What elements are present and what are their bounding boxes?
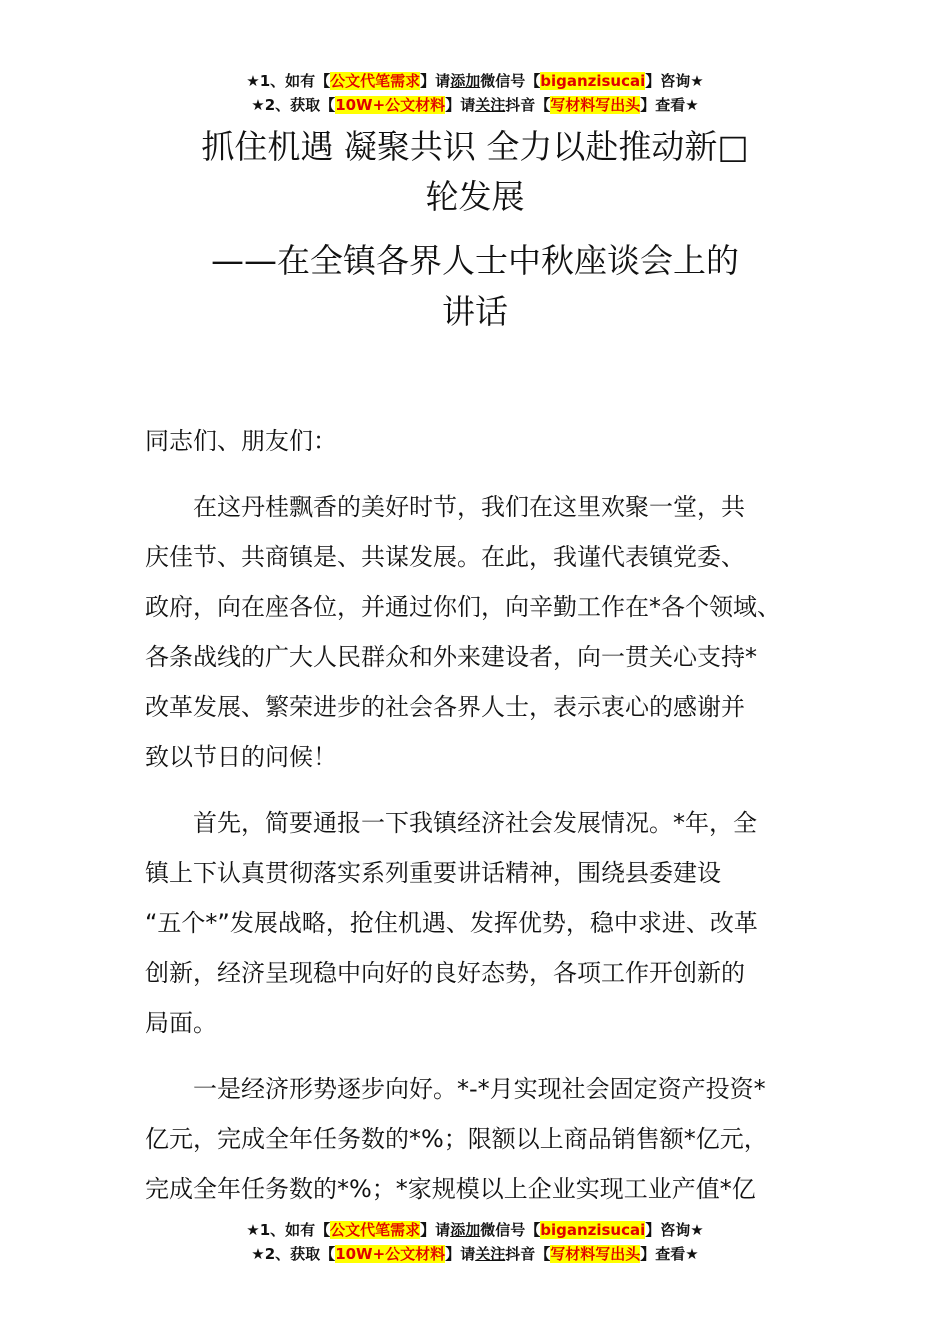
banner-highlight-wechat-id: biganzisucai xyxy=(540,1221,646,1239)
banner-highlight-materials: 10W+公文材料 xyxy=(335,96,446,114)
banner-text: 】请 xyxy=(445,1245,476,1263)
title-line-2: 轮发展 xyxy=(425,177,525,216)
banner-underline-follow: 关注 xyxy=(475,96,506,114)
title-line-1: 抓住机遇 凝聚共识 全力以赴推动新□ xyxy=(201,127,749,166)
banner-text: 微信号【 xyxy=(480,1221,541,1239)
banner-text: 】咨询★ xyxy=(645,72,704,90)
banner-highlight-ghostwriting: 公文代笔需求 xyxy=(330,1221,421,1239)
paragraph-line: 首先，简要通报一下我镇经济社会发展情况。*年，全 xyxy=(145,809,757,837)
banner-text: 抖音【 xyxy=(505,1245,551,1263)
salutation: 同志们、朋友们： xyxy=(145,427,337,455)
banner-text: 】查看★ xyxy=(640,96,699,114)
paragraph-line: 创新，经济呈现稳中向好的良好态势，各项工作开创新的 xyxy=(145,959,745,987)
banner-underline-add: 添加 xyxy=(450,72,481,90)
banner-highlight-ghostwriting: 公文代笔需求 xyxy=(330,72,421,90)
banner-text: ★1、如有【 xyxy=(246,72,331,90)
paragraph-line: 一是经济形势逐步向好。*-*月实现社会固定资产投资* xyxy=(145,1075,766,1103)
subtitle-line-2: 讲话 xyxy=(442,292,508,331)
paragraph-line: 致以节日的问候！ xyxy=(145,743,337,771)
banner-highlight-douyin: 写材料写出头 xyxy=(550,1245,641,1263)
paragraph-line: 各条战线的广大人民群众和外来建设者，向一贯关心支持* xyxy=(145,643,757,671)
banner-text: 】请 xyxy=(420,72,451,90)
banner-text: ★2、获取【 xyxy=(251,96,336,114)
bottom-banner-line-2 xyxy=(0,1242,950,1266)
paragraph-line: 局面。 xyxy=(145,1009,217,1037)
banner-text: 抖音【 xyxy=(505,96,551,114)
paragraph-line: 镇上下认真贯彻落实系列重要讲话精神，围绕县委建设 xyxy=(145,859,721,887)
banner-underline-follow: 关注 xyxy=(475,1245,506,1263)
banner-underline-add: 添加 xyxy=(450,1221,481,1239)
banner-highlight-douyin: 写材料写出头 xyxy=(550,96,641,114)
paragraph-line: 改革发展、繁荣进步的社会各界人士，表示衷心的感谢并 xyxy=(145,693,745,721)
paragraph-line: 政府，向在座各位，并通过你们，向辛勤工作在*各个领域、 xyxy=(145,593,781,621)
top-banner-line-1 xyxy=(0,69,950,93)
bottom-banner-line-1 xyxy=(0,1218,950,1242)
paragraph-line: “五个*”发展战略，抢住机遇、发挥优势，稳中求进、改革 xyxy=(145,909,758,937)
banner-text: 微信号【 xyxy=(480,72,541,90)
paragraph-line: 完成全年任务数的*%；*家规模以上企业实现工业产值*亿 xyxy=(145,1175,756,1203)
banner-text: 】咨询★ xyxy=(645,1221,704,1239)
banner-text: ★2、获取【 xyxy=(251,1245,336,1263)
banner-text: 】请 xyxy=(445,96,476,114)
paragraph-line: 庆佳节、共商镇是、共谋发展。在此，我谨代表镇党委、 xyxy=(145,543,745,571)
banner-text: 】请 xyxy=(420,1221,451,1239)
paragraph-line: 亿元，完成全年任务数的*%；限额以上商品销售额*亿元， xyxy=(145,1125,768,1153)
banner-text: ★1、如有【 xyxy=(246,1221,331,1239)
paragraph-line: 在这丹桂飘香的美好时节，我们在这里欢聚一堂，共 xyxy=(145,493,745,521)
subtitle-line-1: ——在全镇各界人士中秋座谈会上的 xyxy=(211,241,739,280)
banner-highlight-wechat-id: biganzisucai xyxy=(540,72,646,90)
top-banner-line-2 xyxy=(0,93,950,117)
banner-text: 】查看★ xyxy=(640,1245,699,1263)
banner-highlight-materials: 10W+公文材料 xyxy=(335,1245,446,1263)
